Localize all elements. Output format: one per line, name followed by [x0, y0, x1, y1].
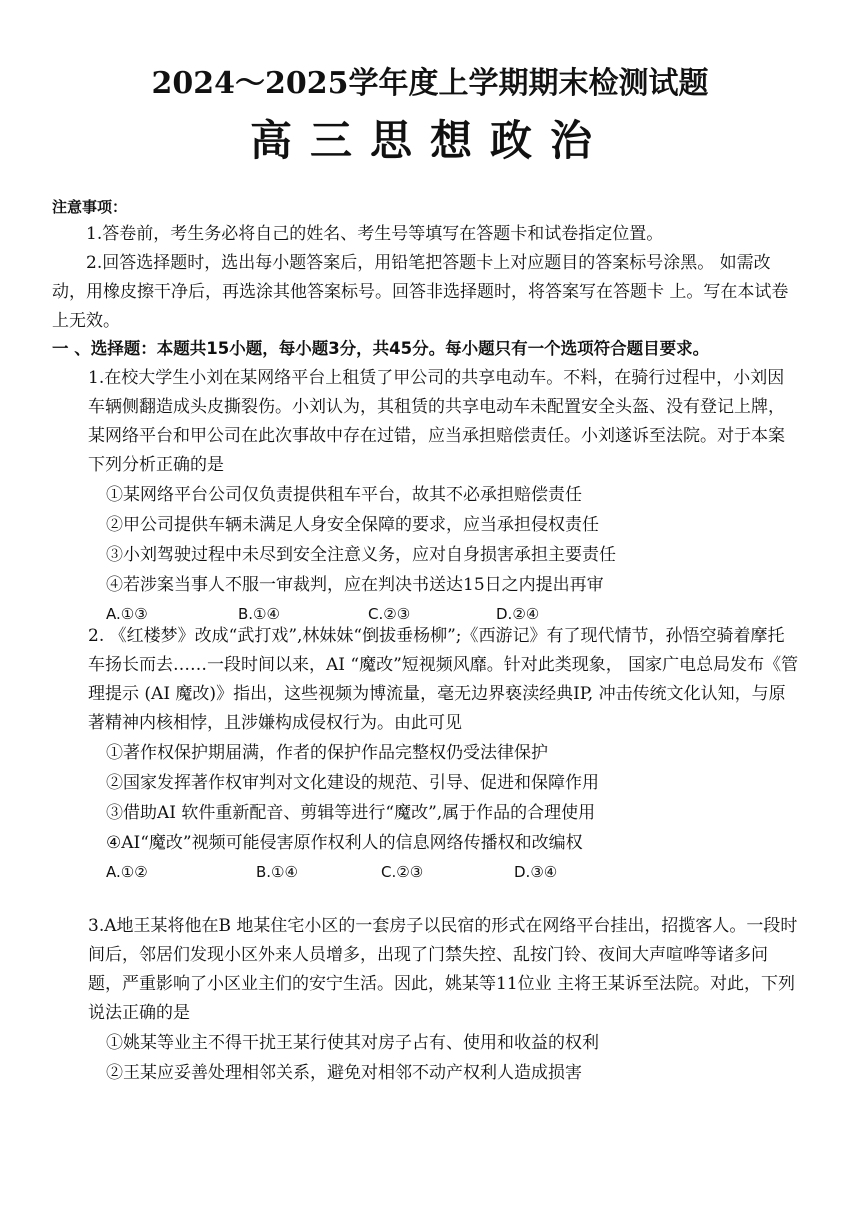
question-3-statement-1: ①姚某等业主不得干扰王某行使其对房子占有、使用和收益的权利 — [106, 1033, 599, 1053]
question-3-statement-2: ②王某应妥善处理相邻关系，避免对相邻不动产权利人造成损害 — [106, 1063, 582, 1083]
question-2-choice-d: D.③④ — [514, 863, 558, 881]
notes-item-2: 2.回答选择题时，选出每小题答案后，用铅笔把答题卡上对应题目的答案标号涂黑。 如需改动，用橡皮擦干净后，再选涂其他答案标号。回答非选择题时，将答案写在答题卡 上。写在本试卷上无效。 — [52, 253, 789, 331]
question-2-stem: 2. 《红楼梦》改成“武打戏”,林妹妹“倒拔垂杨柳”;《西游记》有了现代情节，孙悟空骑着摩托车扬长而去……一段时间以来，AI “魔改”短视频风靡。针对此类现象， 国家广电总局发布《管理提示 (AI 魔改)》指出，这些视频为博流量，毫无边界亵渎经典IP, 冲击传统文化认知，与原著精神内核相悖，且涉嫌构成侵权行为。由此可见 — [88, 626, 799, 733]
question-1-choice-c: C.②③ — [368, 605, 411, 623]
question-3 — [88, 912, 800, 1088]
section-heading: 一 、选择题：本题共15小题，每小题3分，共45分。每小题只有一个选项符合题目要求。 — [52, 339, 710, 358]
notes-item-1: 1.答卷前，考生务必将自己的姓名、考生号等填写在答题卡和试卷指定位置。 — [86, 224, 664, 244]
question-1-statement-2: ②甲公司提供车辆未满足人身安全保障的要求，应当承担侵权责任 — [106, 515, 599, 535]
notes-heading: 注意事项： — [52, 198, 128, 216]
question-2-statement-1: ①著作权保护期届满，作者的保护作品完整权仍受法律保护 — [106, 743, 548, 763]
question-1-choice-d: D.②④ — [496, 605, 540, 623]
question-1-choice-a: A.①③ — [106, 605, 148, 623]
question-1-stem: 1.在校大学生小刘在某网络平台上租赁了甲公司的共享电动车。不料，在骑行过程中，小刘因车辆侧翻造成头皮撕裂伤。小刘认为，其租赁的共享电动车未配置安全头盔、没有登记上牌，某网络平台和甲公司在此次事故中存在过错，应当承担赔偿责任。小刘遂诉至法院。对于本案下列分析正确的是 — [88, 368, 785, 475]
question-2-choice-c: C.②③ — [381, 863, 424, 881]
question-1-choice-b: B.①④ — [238, 605, 280, 623]
question-1-statement-4: ④若涉案当事人不服一审裁判，应在判决书送达15日之内提出再审 — [106, 575, 604, 595]
question-1 — [88, 364, 800, 626]
question-2-choice-a: A.①② — [106, 863, 148, 881]
question-2-choices — [106, 858, 818, 884]
question-2-statement-3: ③借助AI 软件重新配音、剪辑等进行“魔改”,属于作品的合理使用 — [106, 803, 596, 823]
question-1-statement-1: ①某网络平台公司仅负责提供租车平台，故其不必承担赔偿责任 — [106, 485, 582, 505]
question-3-stem: 3.A地王某将他在B 地某住宅小区的一套房子以民宿的形式在网络平台挂出，招揽客人。一段时间后，邻居们发现小区外来人员增多，出现了门禁失控、乱按门铃、夜间大声喧哗等诸多问题，严重影响了小区业主们的安宁生活。因此，姚某等11位业 主将王某诉至法院。对此，下列说法正确的是 — [88, 916, 798, 1023]
question-2-statement-2: ②国家发挥著作权审判对文化建设的规范、引导、促进和保障作用 — [106, 773, 599, 793]
exam-title: 2024～2025学年度上学期期末检测试题 — [151, 66, 709, 101]
question-2-choice-b: B.①④ — [256, 863, 298, 881]
question-1-statement-3: ③小刘驾驶过程中未尽到安全注意义务，应对自身损害承担主要责任 — [106, 545, 616, 565]
subject-title: 高三思想政治 — [249, 116, 610, 165]
question-2-statement-4: ④AI“魔改”视频可能侵害原作权利人的信息网络传播权和改编权 — [106, 833, 583, 853]
question-2 — [88, 622, 800, 884]
